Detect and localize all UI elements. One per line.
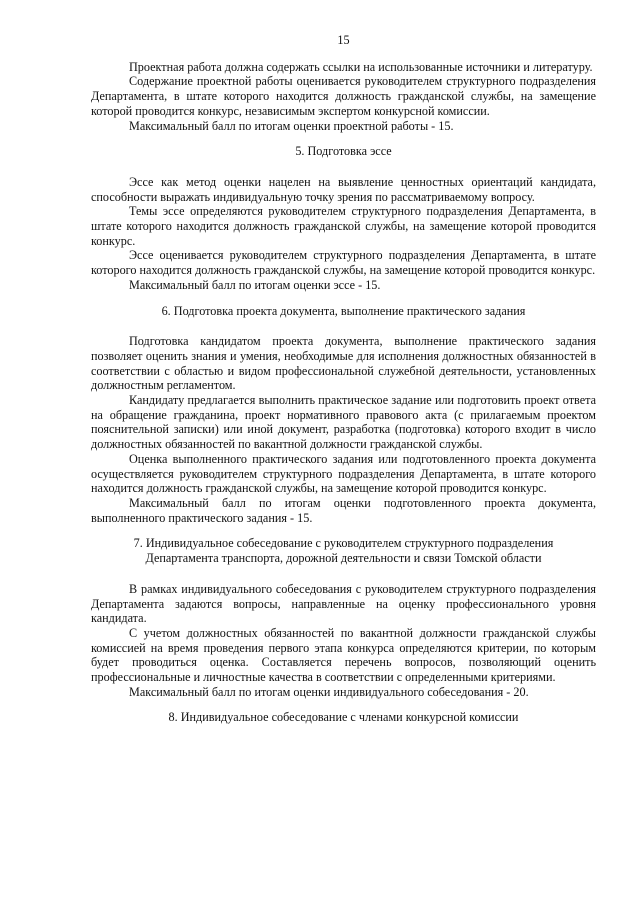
paragraph: Содержание проектной работы оценивается руководителем структурного подразделения Департамента, в штате которого находится должность гражданской службы, на замещение которой проводится конкурс, независимым экспертом конкурсной комиссии.: [91, 74, 596, 118]
paragraph: Кандидату предлагается выполнить практическое задание или подготовить проект ответа на обращение гражданина, проект нормативного правового акта (с прилагаемым проектом пояснительной записки) или иной документ, разработка (подготовка) которого входит в число должностных обязанностей по вакантной должности гражданской службы.: [91, 393, 596, 452]
paragraph: Максимальный балл по итогам оценки индивидуального собеседования - 20.: [129, 684, 529, 699]
paragraph: С учетом должностных обязанностей по вакантной должности гражданской службы комиссией на время проведения первого этапа конкурса определяются критерии, по которым будет проводиться оценка. Составляется перечень вопросов, позволяющий оценить профессиональные и личностные качества в соответствии с определенными критериями.: [91, 625, 596, 685]
paragraph: Эссе как метод оценки нацелен на выявление ценностных ориентаций кандидата, способности выражать индивидуальную точку зрения по рассматриваемому вопросу.: [91, 174, 596, 204]
section-heading: 5. Подготовка эссе: [295, 144, 392, 159]
paragraph: В рамках индивидуального собеседования с руководителем структурного подразделения Департамента задаются вопросы, направленные на оценку профессионального уровня кандидата.: [91, 581, 596, 626]
paragraph: Эссе оценивается руководителем структурного подразделения Департамента, в штате которого находится должность гражданской службы, на замещение которой проводится конкурс.: [91, 248, 596, 278]
document-page: [91, 33, 596, 725]
section-heading: 8. Индивидуальное собеседование с членами конкурсной комиссии: [168, 710, 519, 725]
paragraph: Оценка выполненного практического задания или подготовленного проекта документа осуществляется руководителем структурного подразделения Департамента, в штате которого находится должность гражданской службы, на замещение которой проводится конкурс.: [91, 451, 596, 496]
paragraph: Максимальный балл по итогам оценки проектной работы - 15.: [129, 118, 454, 133]
paragraph: Темы эссе определяются руководителем структурного подразделения Департамента, в штате которого находится должность гражданской службы, на замещение которой проводится конкурс.: [91, 204, 596, 248]
section-heading-line2: Департамента транспорта, дорожной деятельности и связи Томской области: [145, 551, 542, 566]
page-number: 15: [337, 33, 350, 47]
paragraph: Максимальный балл по итогам оценки эссе - 15.: [129, 277, 381, 292]
paragraph: Подготовка кандидатом проекта документа, выполнение практического задания позволяет оценить знания и умения, необходимые для исполнения должностных обязанностей в соответствии с областью и видом профессиональной служебной деятельности, установленных должностным регламентом.: [91, 334, 596, 393]
section-heading: 7. Индивидуальное собеседование с руководителем структурного подразделения: [133, 536, 554, 551]
paragraph: Максимальный балл по итогам оценки подготовленного проекта документа, выполненного практического задания - 15.: [91, 495, 596, 525]
section-heading: 6. Подготовка проекта документа, выполнение практического задания: [161, 303, 526, 318]
paragraph: Проектная работа должна содержать ссылки на использованные источники и литературу.: [129, 59, 593, 74]
